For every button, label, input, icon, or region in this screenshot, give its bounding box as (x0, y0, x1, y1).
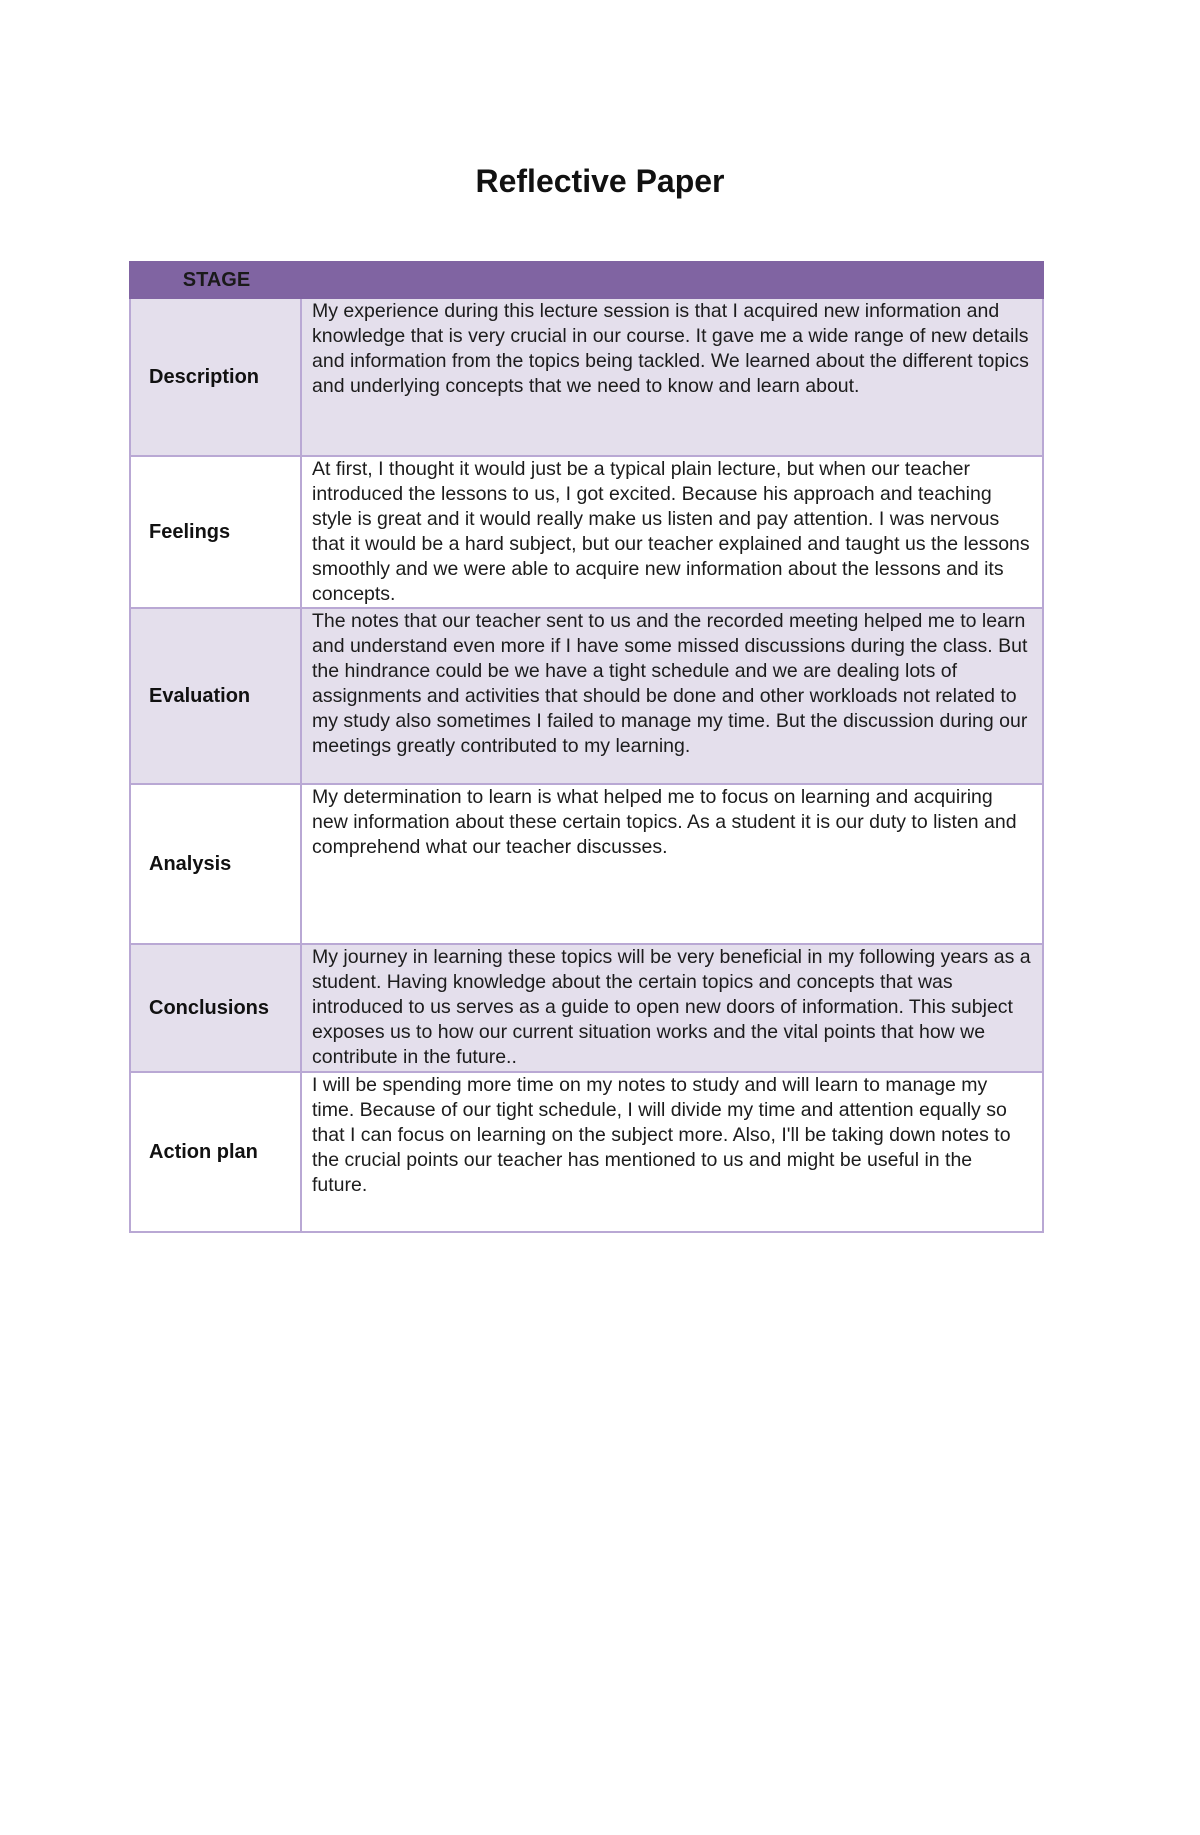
table-row-analysis (130, 784, 1043, 944)
stage-cell: Action plan (130, 1072, 301, 1232)
table-row-evaluation (130, 608, 1043, 784)
table-row-conclusions (130, 944, 1043, 1072)
text-cell: My journey in learning these topics will be very beneficial in my following years as a student. Having knowledge about the certain topics and concepts that was introduced to us serves as a guide to open new doors of information. This subject exposes us to how our current situation works and the vital points that how we contribute in the future.. (301, 944, 1043, 1072)
stage-cell: Conclusions (130, 944, 301, 1072)
reflection-table (129, 261, 1044, 1233)
stage-header (130, 262, 1043, 298)
text-cell: At first, I thought it would just be a typical plain lecture, but when our teacher introduced the lessons to us, I got excited. Because his approach and teaching style is great and it would really make us listen and pay attention. I was nervous that it would be a hard subject, but our teacher explained and taught us the lessons smoothly and we were able to acquire new information about the lessons and its concepts. (301, 456, 1043, 608)
stage-cell: Feelings (130, 456, 301, 608)
text-cell: My determination to learn is what helped me to focus on learning and acquiring new information about these certain topics. As a student it is our duty to listen and comprehend what our teacher discusses. (301, 784, 1043, 944)
stage-cell: Evaluation (130, 608, 301, 784)
stage-header-label: STAGE (182, 268, 251, 291)
table-row-feelings (130, 456, 1043, 608)
table-header-row (130, 262, 1043, 298)
page-title: Reflective Paper (475, 163, 725, 199)
stage-cell: Analysis (130, 784, 301, 944)
table-row-action-plan (130, 1072, 1043, 1232)
text-cell: The notes that our teacher sent to us and the recorded meeting helped me to learn and understand even more if I have some missed discussions during the class. But the hindrance could be we have a tight schedule and we are dealing lots of assignments and activities that should be done and other workloads not related to my study also sometimes I failed to manage my time. But the discussion during our meetings greatly contributed to my learning. (301, 608, 1043, 784)
table-row-description (130, 298, 1043, 456)
stage-cell: Description (130, 298, 301, 456)
text-cell: My experience during this lecture session is that I acquired new information and knowledge that is very crucial in our course. It gave me a wide range of new details and information from the topics being tackled. We learned about the different topics and underlying concepts that we need to know and learn about. (301, 298, 1043, 456)
text-cell: I will be spending more time on my notes to study and will learn to manage my time. Because of our tight schedule, I will divide my time and attention equally so that I can focus on learning on the subject more. Also, I'll be taking down notes to the crucial points our teacher has mentioned to us and might be useful in the future. (301, 1072, 1043, 1232)
